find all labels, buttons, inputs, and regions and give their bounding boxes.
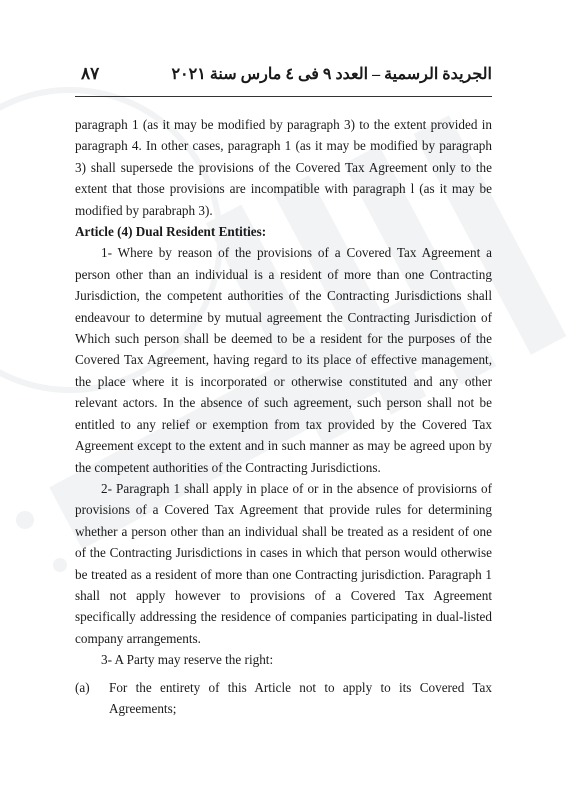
journal-title: الجريدة الرسمية – العدد ٩ فى ٤ مارس سنة ٢٠٢١ — [171, 66, 492, 83]
list-item-a — [75, 677, 492, 720]
document-body — [75, 114, 492, 719]
article-heading: Article (4) Dual Resident Entities: — [75, 224, 267, 240]
paragraph-3: 3- A Party may reserve the right: — [101, 652, 274, 668]
page-header — [75, 64, 492, 88]
list-item-text: For the entirety of this Article not to apply to its Covered Tax Agreements; — [109, 679, 492, 716]
page-number: ٨٧ — [81, 64, 100, 83]
header-rule — [75, 96, 492, 97]
paragraph-continuation: paragraph 1 (as it may be modified by paragraph 3) to the extent provided in paragraph 4. In other cases, paragraph 1 (as it may be modified by paragraph 3) shall supersede the provisions of the Covered Tax Agreement only to the extent that those provisions are incompatible with paragraph l (as it may be modified by parabraph 3). — [75, 117, 492, 218]
paragraph-2: 2- Paragraph 1 shall apply in place of or in the absence of provisiorns of provisions of a Covered Tax Agreement that provide rules for determining whether a person other than an individual shall be treated as a resident of one of the Contracting Jurisdictions in cases in which that person would otherwise be treated as a resident of more than one Contracting jurisdiction. Paragraph 1 shall not apply however to provisions of a Covered Tax Agreement specifically addressing the residence of companies participating in dual-listed company arrangements. — [75, 480, 492, 646]
paragraph-1: 1- Where by reason of the provisions of a Covered Tax Agreement a person other than an individual is a resident of more than one Contracting Jurisdiction, the competent authorities of the Contracting Jurisdictions shall endeavour to determine by mutual agreement the Contracting Jurisdiction of Which such person shall be deemed to be a resident for the purposes of the Covered Tax Agreement, having regard to its place of effective management, the place where it is incorporated or otherwise constituted and any other relevant actors. In the absence of such agreement, such person shall not be entitled to any relief or exemption from tax provided by the Covered Tax Agreement except to the extent and in such manner as may be agreed upon by the competent authorities of the Contracting Jurisdictions. — [75, 245, 492, 475]
list-item-label: (a) — [75, 679, 90, 695]
